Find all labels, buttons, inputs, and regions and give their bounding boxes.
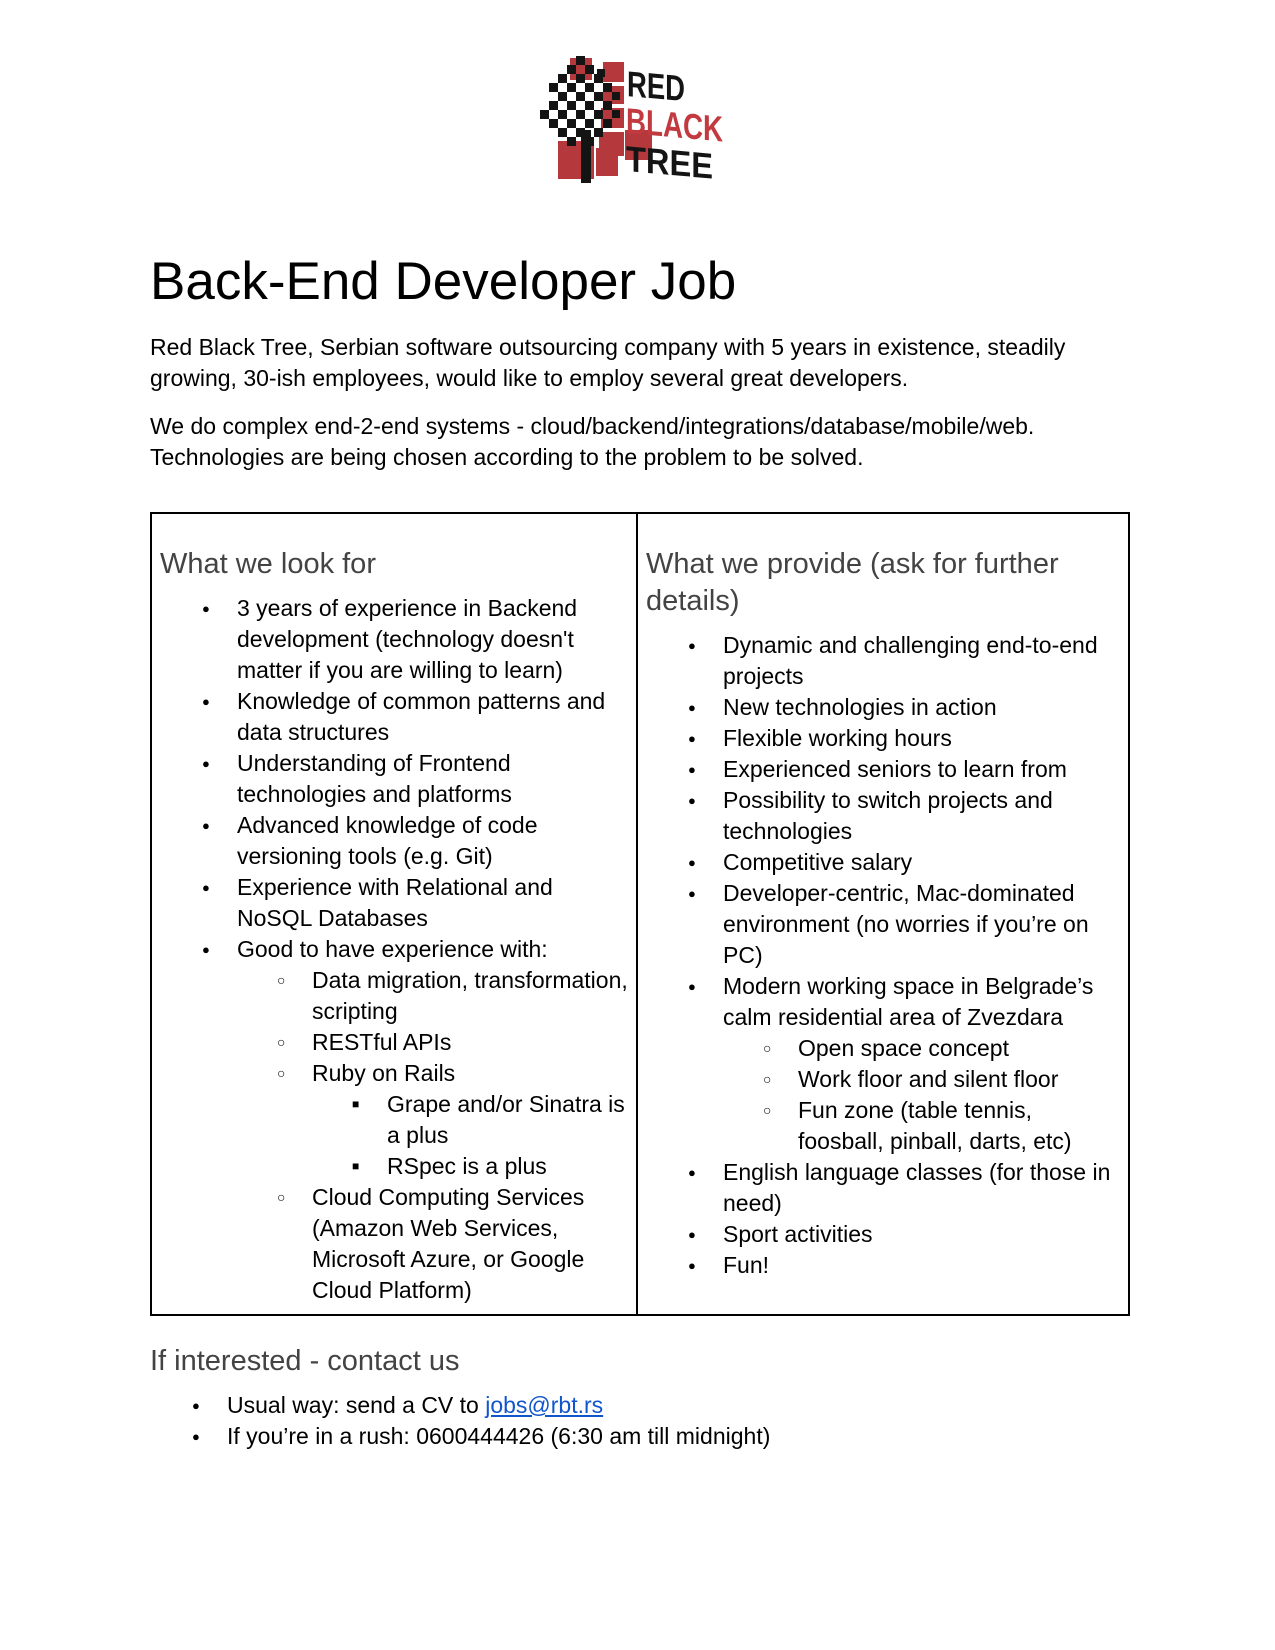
intro-paragraph-1: Red Black Tree, Serbian software outsourcing company with 5 years in existence, steadily growing, 30-ish employees, would like to employ several great developers. (150, 334, 1066, 391)
logo-text-black: BLACK (626, 100, 740, 153)
list-item (150, 1390, 1128, 1421)
list-item-text: Sport activities (723, 1221, 873, 1247)
list-item (646, 1033, 1108, 1064)
list-item (160, 1027, 628, 1058)
bullet-icon: ● (192, 1398, 200, 1413)
list-item-text: Usual way: send a CV to jobs@rbt.rs (227, 1392, 604, 1418)
bullet-icon: ● (688, 979, 696, 994)
list-item (160, 1182, 628, 1306)
list-item-text: Experience with Relational and NoSQL Databases (237, 874, 553, 931)
list-item (646, 1064, 1108, 1095)
list-item (160, 593, 628, 686)
bullet-icon: ● (688, 638, 696, 653)
list-item-text: Possibility to switch projects and technologies (723, 787, 1053, 844)
list-item-text: Competitive salary (723, 849, 913, 875)
what-we-provide-list (646, 630, 1120, 1281)
right-column-heading: What we provide (ask for further details) (646, 548, 1059, 617)
logo-text-red: RED (627, 63, 703, 111)
list-item (646, 847, 1120, 878)
bullet-icon: ○ (277, 1034, 286, 1050)
list-item (160, 872, 628, 934)
bullet-icon: ○ (277, 972, 286, 988)
bullet-icon: ● (202, 601, 210, 616)
bullet-icon: ● (688, 1165, 696, 1180)
list-item (646, 971, 1120, 1033)
bullet-icon: ● (688, 762, 696, 777)
bullet-icon: ● (688, 700, 696, 715)
list-item (160, 1089, 628, 1151)
list-item-text: Advanced knowledge of code versioning tools (e.g. Git) (237, 812, 538, 869)
list-item-text: Experienced seniors to learn from (723, 756, 1067, 782)
bullet-icon: ● (688, 855, 696, 870)
bullet-icon: ● (688, 731, 696, 746)
bullet-icon: ○ (763, 1102, 772, 1118)
list-item (160, 748, 628, 810)
list-item (646, 1095, 1108, 1157)
list-item-text: If you’re in a rush: 0600444426 (6:30 am till midnight) (227, 1423, 771, 1449)
list-item-text: RSpec is a plus (387, 1153, 547, 1179)
two-column-table (150, 512, 1130, 1316)
list-item (160, 1058, 628, 1089)
bullet-icon: ○ (277, 1189, 286, 1205)
document-content (150, 250, 1128, 1452)
list-item-text: English language classes (for those in need) (723, 1159, 1111, 1216)
bullet-icon: ■ (352, 1159, 360, 1173)
contact-section (150, 1343, 1128, 1452)
bullet-icon: ● (202, 818, 210, 833)
list-item-text: Flexible working hours (723, 725, 952, 751)
bullet-icon: ● (192, 1429, 200, 1444)
bullet-icon: ● (688, 1258, 696, 1273)
bullet-icon: ● (688, 886, 696, 901)
list-item (646, 1250, 1120, 1281)
list-item (646, 785, 1120, 847)
bullet-icon: ■ (352, 1097, 360, 1111)
pixel-tree-logo-graphic (540, 56, 740, 192)
list-item-text: Ruby on Rails (312, 1060, 456, 1086)
list-item-text: Work floor and silent floor (798, 1066, 1059, 1092)
list-item-text: Good to have experience with: (237, 936, 548, 962)
list-item (160, 686, 628, 748)
list-item-text: Fun! (723, 1252, 770, 1278)
list-item-text: Fun zone (table tennis, foosball, pinball, darts, etc) (798, 1097, 1072, 1154)
bullet-icon: ● (202, 694, 210, 709)
list-item (160, 1151, 628, 1182)
bullet-icon: ● (202, 942, 210, 957)
list-item (646, 692, 1120, 723)
list-item-text: RESTful APIs (312, 1029, 452, 1055)
list-item-text: Dynamic and challenging end-to-end projects (723, 632, 1098, 689)
list-item-text: Modern working space in Belgrade’s calm residential area of Zvezdara (723, 973, 1094, 1030)
bullet-icon: ● (688, 793, 696, 808)
red-black-tree-logo (540, 56, 740, 192)
page-title: Back-End Developer Job (150, 252, 737, 311)
table-cell-what-we-look-for (151, 513, 637, 1315)
list-item (150, 1421, 1128, 1452)
list-item (646, 754, 1120, 785)
list-item (646, 723, 1120, 754)
intro-paragraph-2: We do complex end-2-end systems - cloud/backend/integrations/database/mobile/web. Technologies are being chosen according to the problem to be solved. (150, 413, 1035, 470)
list-item-text: Data migration, transformation, scripting (312, 967, 628, 1024)
bullet-icon: ○ (763, 1071, 772, 1087)
list-item (646, 1219, 1120, 1250)
logo-wordmark (626, 63, 740, 188)
list-item-text: Open space concept (798, 1035, 1009, 1061)
list-item-text: 3 years of experience in Backend development (technology doesn't matter if you are willing to learn) (237, 595, 578, 683)
logo-text-tree: TREE (626, 138, 722, 188)
list-item-text: New technologies in action (723, 694, 997, 720)
table-cell-what-we-provide (637, 513, 1129, 1315)
bullet-icon: ○ (763, 1040, 772, 1056)
contact-list (150, 1390, 1128, 1452)
email-link[interactable]: jobs@rbt.rs (485, 1392, 604, 1418)
bullet-icon: ● (202, 880, 210, 895)
list-item (160, 934, 628, 965)
list-item-text: Developer-centric, Mac-dominated environment (no worries if you’re on PC) (723, 880, 1089, 968)
list-item (646, 878, 1120, 971)
bullet-icon: ● (688, 1227, 696, 1242)
list-item-text: Grape and/or Sinatra is a plus (387, 1091, 625, 1148)
what-we-look-for-list (160, 593, 628, 1306)
bullet-icon: ○ (277, 1065, 286, 1081)
left-column-heading: What we look for (160, 548, 376, 580)
list-item-text: Understanding of Frontend technologies and platforms (237, 750, 512, 807)
list-item (160, 965, 628, 1027)
list-item (646, 1157, 1120, 1219)
list-item (160, 810, 628, 872)
bullet-icon: ● (202, 756, 210, 771)
list-item-text: Knowledge of common patterns and data structures (237, 688, 606, 745)
list-item-text: Cloud Computing Services (Amazon Web Services, Microsoft Azure, or Google Cloud Platform) (312, 1184, 585, 1303)
contact-heading: If interested - contact us (150, 1345, 460, 1377)
list-item (646, 630, 1120, 692)
